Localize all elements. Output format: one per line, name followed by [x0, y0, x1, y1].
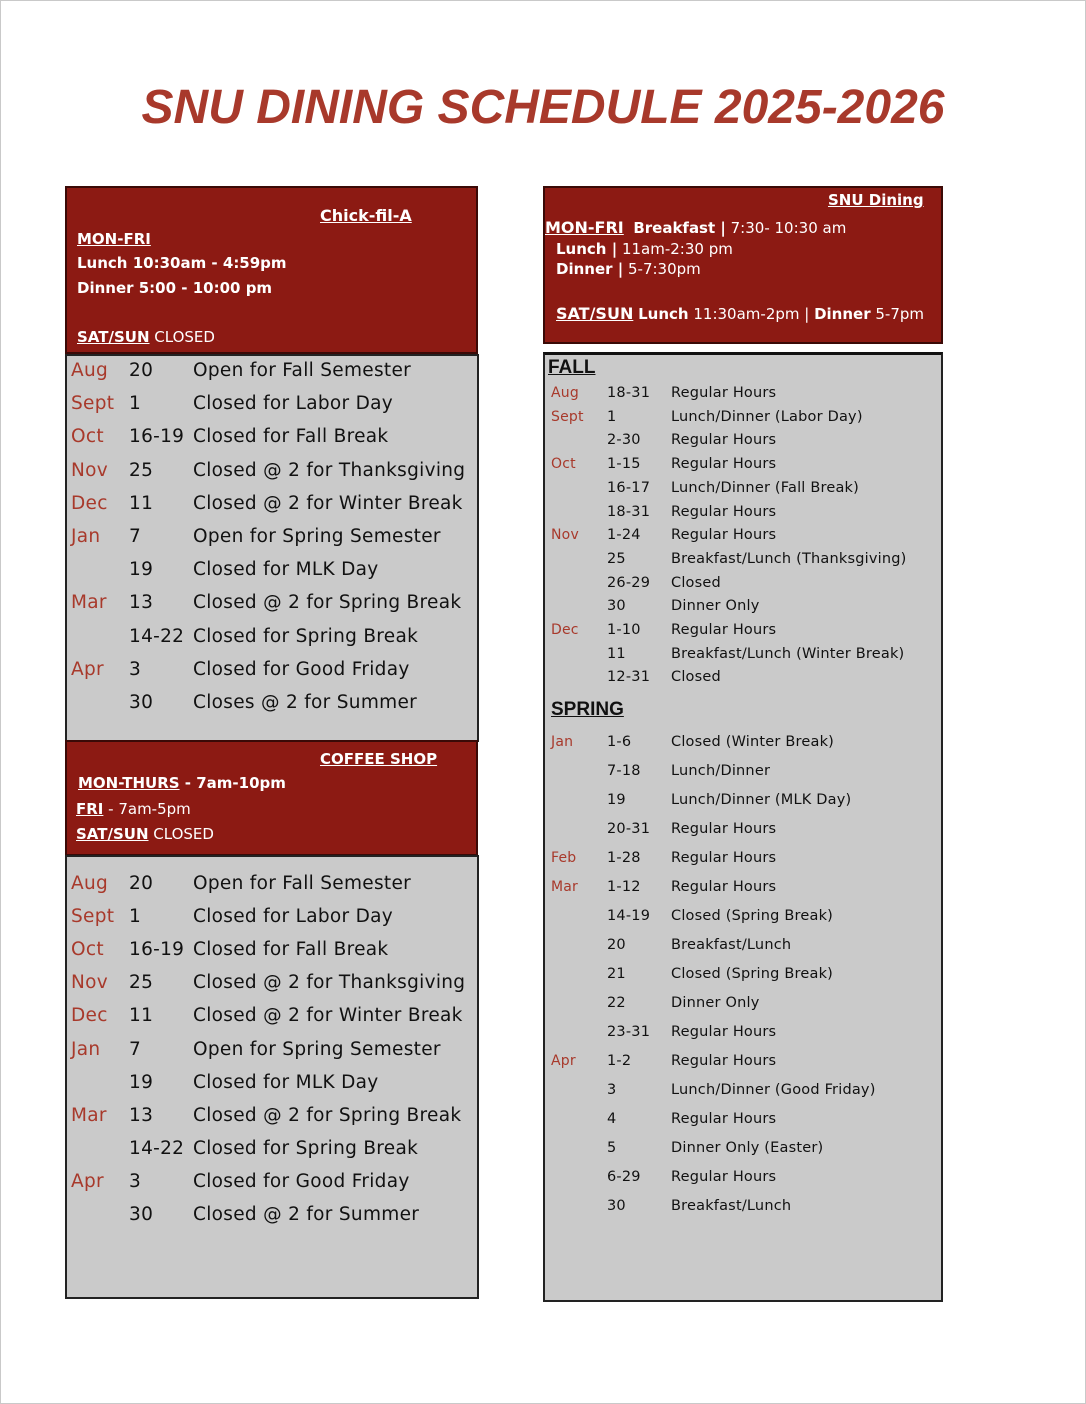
snu-dinner: [556, 260, 701, 278]
snu-weekend-lunch-hours: 11:30am-2pm |: [688, 305, 815, 323]
row-event: Lunch/Dinner (Labor Day): [671, 408, 863, 425]
snu-name: SNU Dining: [828, 191, 924, 209]
row-days: 25: [607, 550, 626, 567]
coffee-line1: [78, 774, 286, 792]
row-days: 1-24: [607, 527, 641, 544]
row-days: 30: [129, 1204, 154, 1225]
chickfila-schedule: [65, 354, 479, 742]
row-days: 18-31: [607, 385, 651, 401]
coffee-weekend-label: SAT/SUN: [76, 825, 149, 843]
row-days: 16-19: [129, 426, 185, 448]
snu-weekend: [556, 304, 924, 323]
coffee-line1-hours: - 7am-10pm: [179, 774, 286, 792]
row-event: Closed @ 2 for Winter Break: [193, 1005, 463, 1027]
snu-weekend-dinner-hours: 5-7pm: [870, 305, 925, 323]
row-event: Dinner Only: [671, 995, 760, 1011]
row-days: 23-31: [607, 1024, 651, 1040]
row-month: Mar: [71, 592, 107, 614]
row-days: 25: [129, 972, 154, 994]
row-event: Closed @ 2 for Thanksgiving: [193, 972, 466, 994]
row-event: Regular Hours: [671, 385, 777, 401]
row-month: Dec: [71, 492, 108, 514]
row-month: Sept: [71, 906, 115, 928]
row-event: Closed (Winter Break): [671, 734, 835, 750]
snu-lunch-label: Lunch |: [556, 240, 618, 258]
row-days: 22: [607, 995, 626, 1011]
row-month: Dec: [71, 1005, 108, 1027]
row-days: 1: [607, 408, 617, 425]
coffee-line2: [76, 800, 191, 818]
row-event: Closed for MLK Day: [193, 1071, 379, 1093]
coffee-weekend: [76, 825, 214, 843]
row-event: Breakfast/Lunch: [671, 937, 792, 953]
row-days: 19: [129, 1071, 154, 1093]
row-event: Closed for Good Friday: [193, 1170, 410, 1192]
row-month: Mar: [551, 879, 579, 895]
row-event: Regular Hours: [671, 1169, 777, 1185]
spring-heading: SPRING: [551, 699, 624, 720]
chickfila-weekend: [77, 328, 215, 346]
snu-breakfast-hours: 7:30- 10:30 am: [725, 219, 847, 237]
chickfila-name: Chick-fil-A: [320, 206, 412, 225]
row-event: Regular Hours: [671, 622, 777, 638]
row-month: Oct: [71, 426, 104, 448]
coffee-name: COFFEE SHOP: [320, 750, 438, 768]
coffee-line1-label: MON-THURS: [78, 774, 180, 792]
row-days: 14-19: [607, 908, 651, 924]
row-month: Sept: [71, 393, 115, 415]
row-event: Regular Hours: [671, 821, 777, 837]
row-days: 12-31: [607, 669, 651, 686]
row-month: Jan: [551, 734, 574, 750]
row-days: 3: [607, 1082, 617, 1098]
row-days: 14-22: [129, 1137, 185, 1159]
row-event: Closed for Fall Break: [193, 426, 389, 448]
row-days: 20: [129, 873, 154, 894]
row-event: Closed (Spring Break): [671, 966, 834, 982]
row-days: 16-17: [607, 479, 651, 496]
row-days: 7: [129, 526, 142, 547]
coffee-weekend-status: CLOSED: [153, 825, 214, 843]
row-month: Mar: [71, 1104, 107, 1126]
row-month: Aug: [71, 360, 109, 381]
row-event: Closed (Spring Break): [671, 908, 834, 924]
row-days: 1-6: [607, 734, 632, 750]
row-month: Nov: [551, 527, 579, 544]
row-days: 13: [129, 1104, 154, 1126]
row-days: 1-2: [607, 1053, 632, 1069]
row-month: Apr: [551, 1053, 576, 1069]
row-days: 1-12: [607, 879, 641, 895]
row-days: 1: [129, 393, 142, 415]
coffee-header: [65, 740, 478, 856]
snu-lunch-hours: 11am-2:30 pm: [617, 240, 733, 258]
row-event: Open for Spring Semester: [193, 1038, 441, 1060]
row-days: 1-10: [607, 622, 641, 638]
row-days: 6-29: [607, 1169, 641, 1185]
row-month: Apr: [71, 658, 104, 680]
row-days: 16-19: [129, 939, 185, 961]
row-event: Regular Hours: [671, 1053, 777, 1069]
snu-weekday-label: MON-FRI: [545, 218, 624, 237]
row-event: Breakfast/Lunch: [671, 1198, 792, 1214]
row-days: 1-15: [607, 456, 641, 473]
row-event: Closed for Spring Break: [193, 625, 419, 647]
row-event: Lunch/Dinner (Fall Break): [671, 479, 859, 496]
row-days: 11: [129, 492, 154, 514]
row-days: 1-28: [607, 850, 641, 866]
row-days: 7: [129, 1038, 142, 1060]
chickfila-header: [65, 186, 478, 354]
row-event: Breakfast/Lunch (Winter Break): [671, 645, 905, 662]
row-days: 21: [607, 966, 626, 982]
row-event: Open for Fall Semester: [193, 360, 412, 381]
coffee-line2-label: FRI: [76, 800, 104, 818]
row-event: Regular Hours: [671, 503, 777, 520]
row-days: 25: [129, 459, 154, 481]
row-days: 20: [607, 937, 626, 953]
snu-dinner-label: Dinner |: [556, 260, 624, 278]
chickfila-weekend-label: SAT/SUN: [77, 328, 150, 346]
row-days: 3: [129, 1170, 142, 1192]
row-event: Open for Fall Semester: [193, 873, 412, 894]
row-days: 5: [607, 1140, 617, 1156]
coffee-schedule: [65, 855, 479, 1299]
chickfila-weekend-status: CLOSED: [154, 328, 215, 346]
row-month: Sept: [551, 408, 584, 425]
row-event: Closed: [671, 574, 721, 591]
row-month: Oct: [71, 939, 104, 961]
snu-dinner-hours: 5-7:30pm: [623, 260, 701, 278]
snu-weekday-breakfast: [545, 218, 846, 237]
page-title: SNU DINING SCHEDULE 2025-2026: [141, 81, 945, 134]
row-event: Closed for Good Friday: [193, 658, 410, 680]
row-days: 14-22: [129, 625, 185, 647]
row-month: Dec: [551, 622, 579, 638]
coffee-line2-hours: - 7am-5pm: [103, 800, 191, 818]
row-days: 30: [607, 1198, 626, 1214]
row-days: 30: [607, 598, 626, 615]
row-month: Aug: [71, 873, 109, 894]
row-month: Aug: [551, 385, 579, 401]
row-days: 30: [129, 692, 154, 713]
row-event: Closed for MLK Day: [193, 559, 379, 581]
row-event: Regular Hours: [671, 850, 777, 866]
snu-weekend-lunch-label: Lunch: [638, 305, 689, 323]
row-event: Closed for Fall Break: [193, 939, 389, 961]
row-event: Closed for Labor Day: [193, 906, 394, 928]
row-days: 18-31: [607, 503, 651, 520]
row-event: Dinner Only (Easter): [671, 1140, 824, 1156]
row-event: Regular Hours: [671, 432, 777, 449]
fall-heading: FALL: [548, 357, 596, 378]
snu-weekend-dinner-label: Dinner: [814, 305, 871, 323]
row-days: 19: [607, 792, 626, 808]
row-event: Dinner Only: [671, 598, 760, 615]
row-event: Regular Hours: [671, 1024, 777, 1040]
chickfila-lunch-hours: Lunch 10:30am - 4:59pm: [77, 254, 287, 272]
row-days: 26-29: [607, 574, 651, 591]
row-event: Closed @ 2 for Spring Break: [193, 1104, 462, 1126]
snu-breakfast-label: Breakfast |: [633, 219, 726, 237]
row-days: 13: [129, 592, 154, 614]
row-days: 11: [129, 1005, 154, 1027]
row-event: Lunch/Dinner: [671, 763, 771, 779]
snu-schedule: [543, 352, 943, 1302]
row-event: Regular Hours: [671, 879, 777, 895]
row-days: 7-18: [607, 763, 641, 779]
row-event: Regular Hours: [671, 1111, 777, 1127]
row-month: Nov: [71, 972, 109, 994]
row-event: Closed @ 2 for Spring Break: [193, 592, 462, 614]
row-month: Nov: [71, 459, 109, 481]
row-event: Breakfast/Lunch (Thanksgiving): [671, 550, 907, 567]
row-event: Lunch/Dinner (Good Friday): [671, 1082, 876, 1098]
row-event: Open for Spring Semester: [193, 526, 441, 547]
chickfila-weekday-label: MON-FRI: [77, 230, 151, 248]
row-event: Lunch/Dinner (MLK Day): [671, 792, 852, 808]
row-month: Apr: [71, 1170, 104, 1192]
row-month: Oct: [551, 456, 576, 473]
snu-lunch: [556, 240, 733, 258]
row-days: 19: [129, 559, 154, 581]
row-days: 1: [129, 906, 142, 928]
row-event: Closed for Spring Break: [193, 1137, 419, 1159]
row-days: 3: [129, 658, 142, 680]
row-days: 20-31: [607, 821, 651, 837]
row-month: Jan: [71, 526, 101, 547]
row-event: Closed: [671, 669, 721, 686]
row-event: Closed @ 2 for Summer: [193, 1204, 420, 1225]
row-month: Jan: [71, 1038, 101, 1060]
row-days: 11: [607, 645, 626, 662]
row-days: 4: [607, 1111, 617, 1127]
row-event: Closes @ 2 for Summer: [193, 692, 418, 713]
row-event: Closed @ 2 for Thanksgiving: [193, 459, 466, 481]
snu-weekend-label: SAT/SUN: [556, 304, 634, 323]
row-event: Regular Hours: [671, 456, 777, 473]
row-days: 20: [129, 360, 154, 381]
row-event: Closed for Labor Day: [193, 393, 394, 415]
snu-header: [543, 186, 943, 344]
chickfila-dinner-hours: Dinner 5:00 - 10:00 pm: [77, 279, 273, 297]
row-event: Regular Hours: [671, 527, 777, 544]
row-days: 2-30: [607, 432, 641, 449]
row-event: Closed @ 2 for Winter Break: [193, 492, 463, 514]
row-month: Feb: [551, 850, 577, 866]
